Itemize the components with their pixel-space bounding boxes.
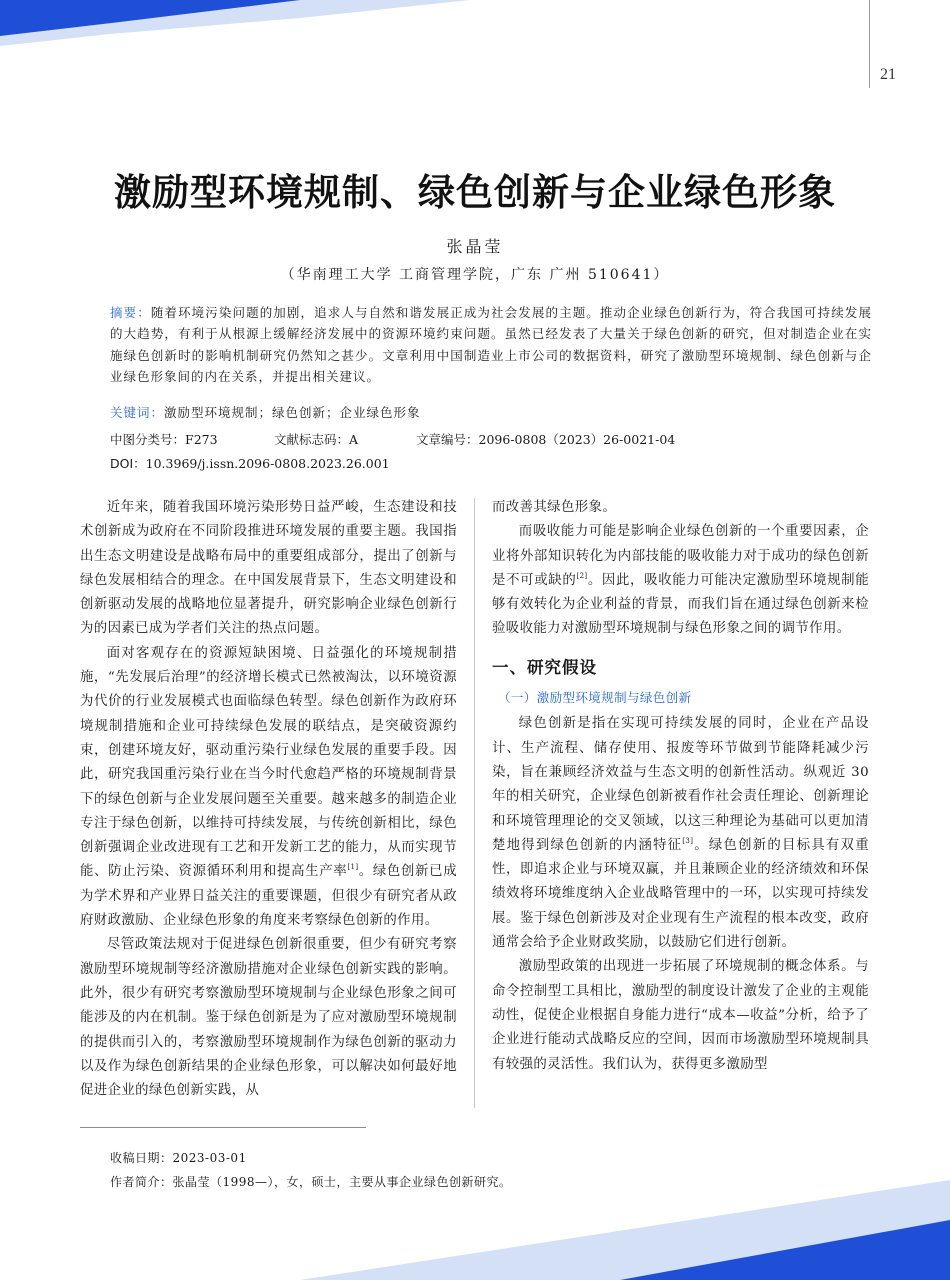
bottom-banner-decoration — [0, 1170, 950, 1280]
top-banner-decoration — [0, 0, 950, 60]
paragraph-text: 绿色创新是指在实现可持续发展的同时，企业在产品设计、生产流程、储存使用、报废等环节做到节能降耗减少污染，旨在兼顾经济效益与生态文明的创新性活动。纵观近 30 年的相关研究，企业绿色创新被看作社会责任理论、创新理论和环境管理理论的交叉领域，以这三种理论为基础可以更加清楚地得到绿色创新的内涵特征 — [492, 716, 869, 853]
paragraph — [492, 520, 869, 641]
article-no-label: 文章编号： — [416, 432, 479, 447]
paragraph-text: 而吸收能力可能是影响企业绿色创新的一个重要因素，企业将外部知识转化为内部技能的吸收能力对于成功的绿色创新是不可或缺的 — [492, 524, 869, 588]
doi-label: DOI： — [110, 456, 146, 471]
received-date — [110, 1149, 247, 1166]
paragraph-text: 面对客观存在的资源短缺困境、日益强化的环境规制措施，“先发展后治理”的经济增长模式已然被淘汰，以环境资源为代价的行业发展模式也面临绿色转型。绿色创新作为政府环境规制措施和企业可持续绿色发展的联结点，是突破资源约束，创建环境友好，驱动重污染行业绿色发展的重要手段。因此，研究我国重污染行业在当今时代愈趋严格的环境规制背景下的绿色创新与企业发展问题至关重要。越来越多的制造企业专注于绿色创新，以维持可持续发展，与传统创新相比，绿色创新强调企业改进现有工艺和开发新工艺的能力，从而实现节能、防止污染、资源循环利用和提高生产率 — [80, 645, 457, 880]
header-rule — [869, 0, 870, 88]
paragraph: 激励型政策的出现进一步拓展了环境规制的概念体系。与命令控制型工具相比，激励型的制度设计激发了企业的主观能动性，促使企业根据自身能力进行“成本—收益”分析，给予了企业进行能动式战略反应的空间，因而市场激励型环境规制具有较强的灵活性。我们认为，获得更多激励型 — [492, 959, 869, 1072]
body-left-column — [80, 496, 457, 1103]
paragraph — [492, 712, 869, 955]
doi — [110, 454, 390, 472]
citation-ref: [1] — [347, 863, 359, 872]
paragraph: 而改善其绿色形象。 — [492, 500, 617, 515]
column-divider — [474, 498, 475, 1108]
article-no-value: 2096-0808（2023）26-0021-04 — [478, 432, 676, 447]
clc-number — [110, 430, 218, 448]
abstract — [110, 302, 872, 387]
received-value: 2023-03-01 — [172, 1151, 247, 1165]
abstract-text: 随着环境污染问题的加剧，追求人与自然和谐发展正成为社会发展的主题。推动企业绿色创新行为，符合我国可持续发展的大趋势，有利于从根源上缓解经济发展中的资源环境约束问题。虽然已经发表了大量关于绿色创新的研究，但对制造企业在实施绿色创新时的影响机制研究仍然知之甚少。文章利用中国制造业上市公司的数据资料，研究了激励型环境规制、绿色创新与企业绿色形象间的内在关系，并提出相关建议。 — [110, 305, 872, 384]
body-right-column — [492, 496, 869, 1077]
author-affiliation: （华南理工大学 工商管理学院，广东 广州 510641） — [280, 267, 670, 283]
article-number — [416, 430, 675, 448]
received-label: 收稿日期： — [110, 1151, 173, 1165]
clc-label: 中图分类号： — [110, 432, 186, 447]
subsection-heading: （一）激励型环境规制与绿色创新 — [498, 690, 692, 706]
author-name: 张晶莹 — [446, 237, 504, 256]
document-code — [274, 430, 358, 448]
author-bio-label: 作者简介： — [110, 1175, 173, 1189]
section-heading: 一、研究假设 — [492, 657, 597, 677]
paragraph: 近年来，随着我国环境污染形势日益严峻，生态建设和技术创新成为政府在不同阶段推进环境发展的重要主题。我国指出生态文明建设是战略布局中的重要组成部分，提出了创新与绿色发展相结合的理念。在中国发展背景下，生态文明建设和创新驱动发展的战略地位显著提升，研究影响企业绿色创新行为的因素已成为学者们关注的热点问题。 — [80, 500, 457, 637]
footnote-rule — [80, 1127, 366, 1128]
keywords — [110, 403, 421, 421]
paragraph: 尽管政策法规对于促进绿色创新很重要，但少有研究考察激励型环境规制等经济激励措施对企业绿色创新实践的影响。此外，很少有研究考察激励型环境规制与企业绿色形象之间可能涉及的内在机制。鉴于绿色创新是为了应对激励型环境规制的提供而引入的，考察激励型环境规制作为绿色创新的驱动力以及作为绿色创新结果的企业绿色形象，可以解决如何最好地促进企业的绿色创新实践，从 — [80, 937, 457, 1099]
keywords-text: 激励型环境规制；绿色创新；企业绿色形象 — [164, 405, 421, 420]
paragraph — [80, 642, 457, 934]
clc-value: F273 — [185, 432, 218, 447]
author-bio-value: 张晶莹（1998—），女，硕士，主要从事企业绿色创新研究。 — [172, 1175, 512, 1189]
article-title: 激励型环境规制、绿色创新与企业绿色形象 — [114, 171, 836, 214]
paragraph-text: 。因此，吸收能力可能决定激励型环境规制能够有效转化为企业利益的背景，而我们旨在通过绿色创新来检验吸收能力对激励型环境规制与绿色形象之间的调节作用。 — [492, 572, 869, 637]
citation-ref: [2] — [576, 571, 588, 580]
doi-value: 10.3969/j.issn.2096-0808.2023.26.001 — [145, 456, 390, 471]
abstract-label: 摘要： — [110, 305, 151, 320]
keywords-label: 关键词： — [110, 405, 165, 420]
doc-code-value: A — [349, 432, 359, 447]
citation-ref: [3] — [682, 836, 694, 845]
doc-code-label: 文献标志码： — [274, 432, 350, 447]
paragraph-text: 。绿色创新已成为学术界和产业界日益关注的重要课题，但很少有研究者从政府财政激励、企业绿色形象的角度来考察绿色创新的作用。 — [80, 864, 457, 929]
paragraph-text: 。绿色创新的目标具有双重性，即追求企业与环境双赢，并且兼顾企业的经济绩效和环保绩效将环境维度纳入企业战略管理中的一环，以实现可持续发展。鉴于绿色创新涉及对企业现有生产流程的根本改变，政府通常会给予企业财政奖励，以鼓励它们进行创新。 — [492, 837, 869, 951]
page-number: 21 — [880, 66, 896, 83]
